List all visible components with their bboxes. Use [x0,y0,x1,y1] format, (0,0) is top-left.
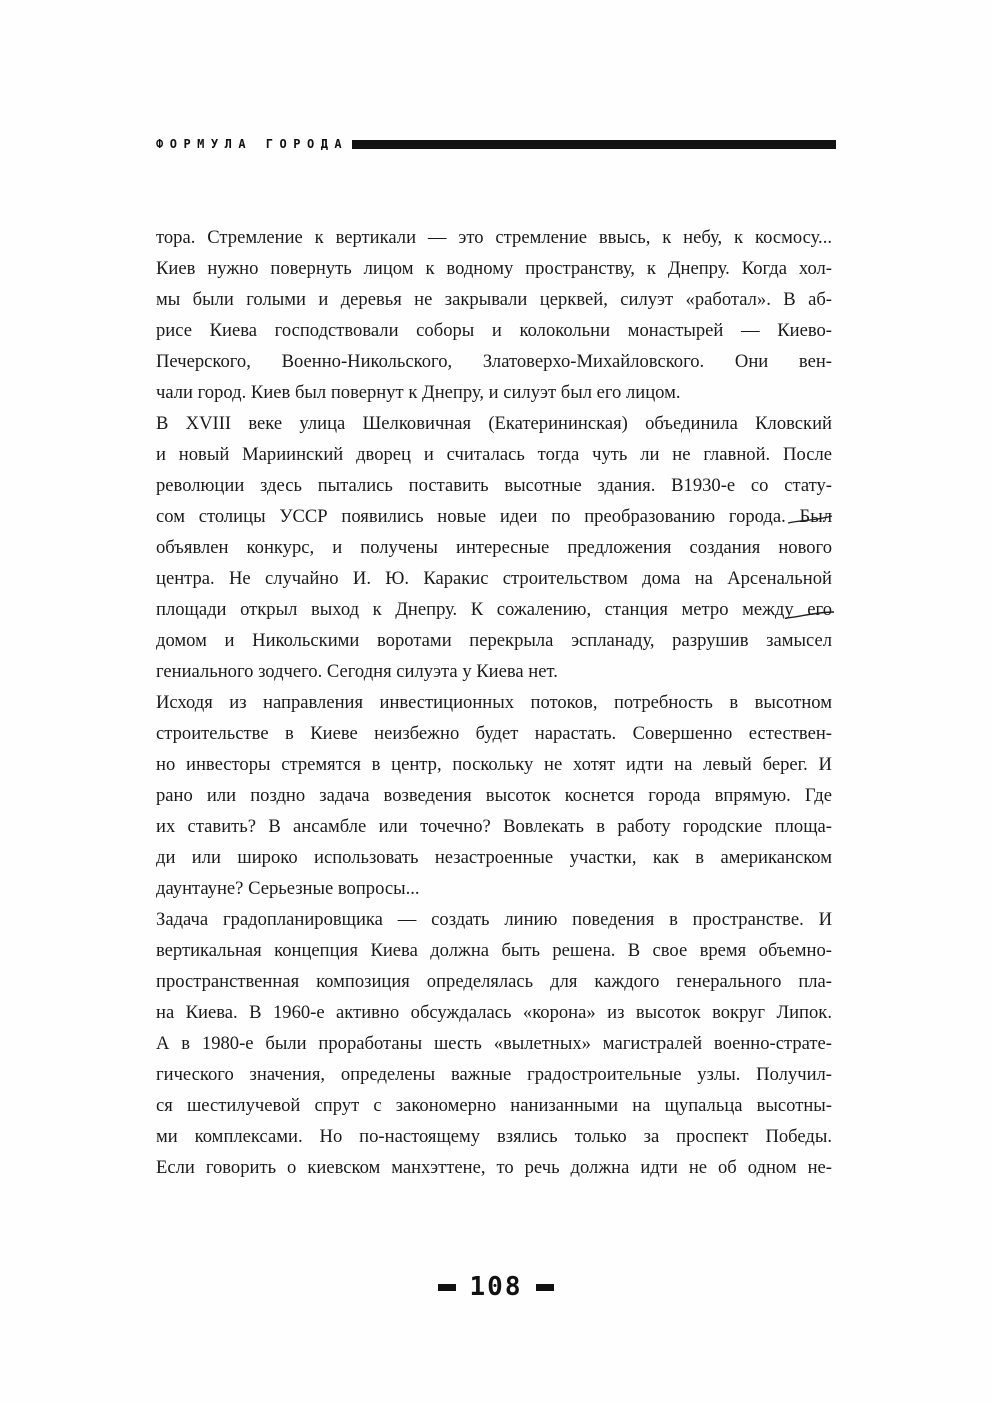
text-line: А в 1980-е были проработаны шесть «вылетных» магистралей военно-страте- [156,1033,832,1054]
text-line: даунтауне? Серьезные вопросы... [156,878,420,899]
header-rule [352,140,836,149]
text-line: сом столицы УССР появились новые идеи по преобразованию города. Был [156,506,832,527]
text-line: Печерского, Военно-Никольского, Златоверхо-Михайловского. Они вен- [156,351,832,372]
text-line: площади открыл выход к Днепру. К сожалению, станция метро между его [156,599,832,620]
text-line: гического значения, определены важные градостроительные узлы. Получил- [156,1064,832,1085]
text-line: пространственная композиция определялась для каждого генерального пла- [156,971,832,992]
footer-bar-right [536,1284,554,1291]
text-line: В XVIII веке улица Шелковичная (Екатерининская) объединила Кловский [156,413,832,434]
text-line: Киев нужно повернуть лицом к водному пространству, к Днепру. Когда хол- [156,258,832,279]
page-number: 108 [469,1272,523,1302]
text-line: но инвесторы стремятся в центр, поскольку не хотят идти на левый берег. И [156,754,832,775]
text-line: их ставить? В ансамбле или точечно? Вовлекать в работу городские площа- [156,816,832,837]
text-line: рано или поздно задача возведения высоток коснется города впрямую. Где [156,785,832,806]
text-line: гениального зодчего. Сегодня силуэта у Киева нет. [156,661,558,682]
text-line: чали город. Киев был повернут к Днепру, и силуэт был его лицом. [156,382,681,403]
footer-bar-left [438,1284,456,1291]
text-line: ся шестилучевой спрут с закономерно нанизанными на щупальца высотны- [156,1095,832,1116]
text-line: рисе Киева господствовали соборы и колокольни монастырей — Киево- [156,320,832,341]
text-line: ми комплексами. Но по-настоящему взялись только за проспект Победы. [156,1126,832,1147]
text-line: ди или широко использовать незастроенные участки, как в американском [156,847,832,868]
running-header [156,136,836,152]
text-line: вертикальная концепция Киева должна быть решена. В свое время объемно- [156,940,832,961]
text-line: мы были голыми и деревья не закрывали церквей, силуэт «работал». В аб- [156,289,832,310]
text-line: и новый Мариинский дворец и считалась тогда чуть ли не главной. После [156,444,832,465]
text-line: центра. Не случайно И. Ю. Каракис строительством дома на Арсенальной [156,568,832,589]
text-line: строительстве в Киеве неизбежно будет нарастать. Совершенно естествен- [156,723,832,744]
text-line: революции здесь пытались поставить высотные здания. В1930-е со стату- [156,475,832,496]
text-line: на Киева. В 1960-е активно обсуждалась «корона» из высоток вокруг Липок. [156,1002,832,1023]
body-text [156,222,832,1183]
text-line: Исходя из направления инвестиционных потоков, потребность в высотном [156,692,832,713]
text-line: Если говорить о киевском манхэттене, то речь должна идти не об одном не- [156,1157,832,1178]
text-line: объявлен конкурс, и получены интересные предложения создания нового [156,537,832,558]
running-title: ФОРМУЛА ГОРОДА [156,137,349,151]
text-line: Задача градопланировщика — создать линию поведения в пространстве. И [156,909,832,930]
page-footer [0,1272,992,1302]
text-line: тора. Стремление к вертикали — это стремление ввысь, к небу, к космосу... [156,227,832,248]
text-line: домом и Никольскими воротами перекрыла эспланаду, разрушив замысел [156,630,832,651]
